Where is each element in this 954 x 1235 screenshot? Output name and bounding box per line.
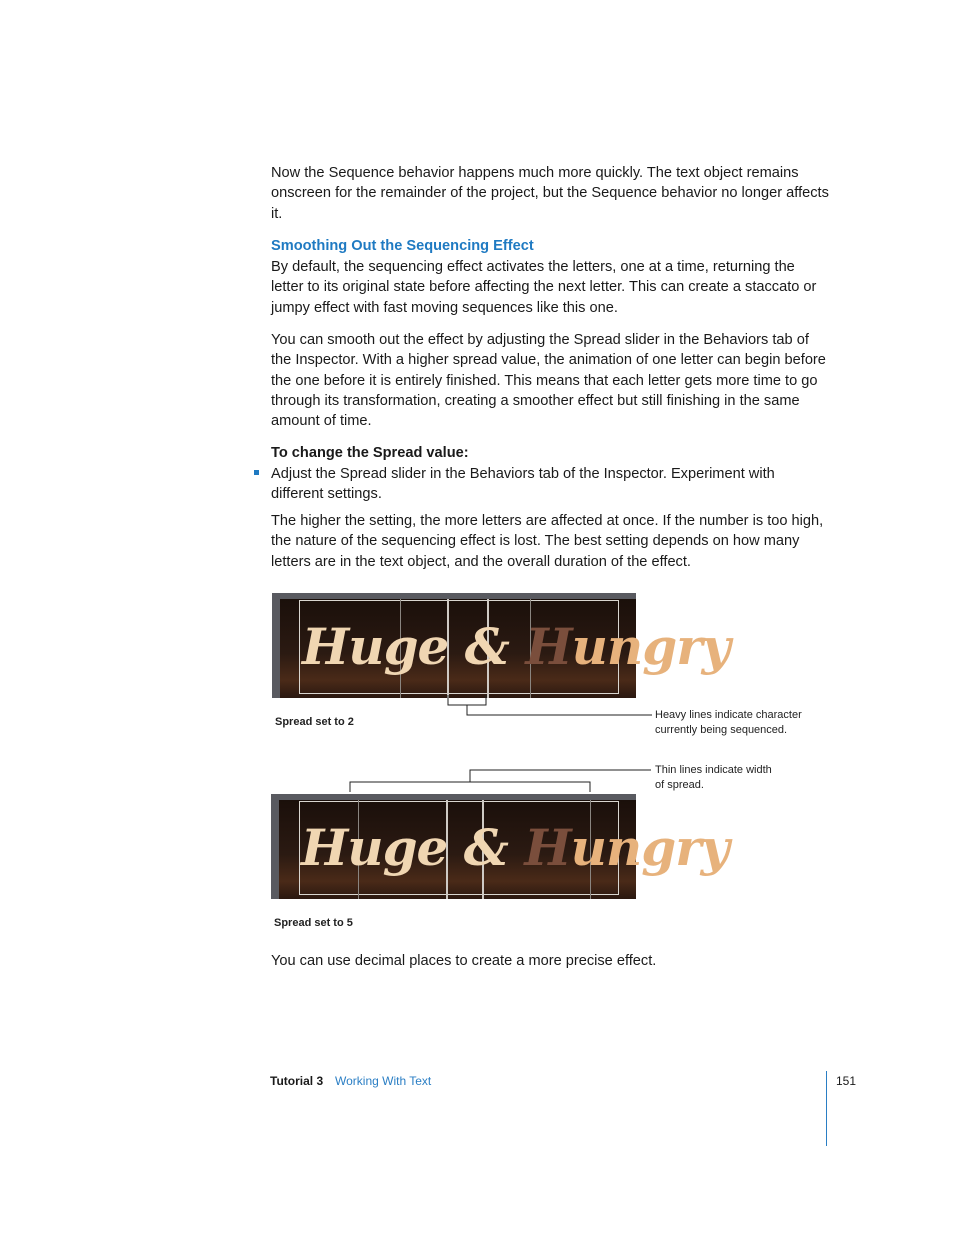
footer-divider xyxy=(826,1071,827,1146)
footer-chapter: Tutorial 3 xyxy=(270,1074,324,1088)
spread-explanation-paragraph: You can smooth out the effect by adjusting the Spread slider in the Behaviors tab of the Inspector. With a higher spread value, the animation of one letter can begin before the one before it is entirely finished. This means that each letter gets more time to go through its transformation, creating a smoother effect but still finishing in the same amount of time. xyxy=(271,332,826,430)
bullet-text: Adjust the Spread slider in the Behaviors tab of the Inspector. Experiment with different settings. xyxy=(271,466,775,503)
huge-hungry-text: Huge & Hungry xyxy=(302,617,730,676)
figure-caption: Spread set to 2 xyxy=(275,716,354,728)
section-heading: Smoothing Out the Sequencing Effect xyxy=(271,238,534,254)
callout-bracket xyxy=(345,762,655,797)
page-number: 151 xyxy=(836,1074,857,1088)
huge-hungry-text: Huge & Hungry xyxy=(301,818,729,877)
callout-bracket xyxy=(440,690,660,720)
footer-chapter-title[interactable]: Working With Text xyxy=(335,1074,432,1088)
figure-spread-5 xyxy=(271,794,729,899)
callout-heavy-lines: Heavy lines indicate character currently being sequenced. xyxy=(655,709,802,736)
callout-thin-lines: Thin lines indicate width of spread. xyxy=(655,764,772,791)
figure-caption: Spread set to 5 xyxy=(274,917,353,929)
decimal-paragraph: You can use decimal places to create a more precise effect. xyxy=(271,953,657,969)
figure-image xyxy=(279,800,729,899)
intro-paragraph: Now the Sequence behavior happens much more quickly. The text object remains onscreen for the remainder of the project, but the Sequence behavior no longer affects it. xyxy=(271,165,829,222)
default-behavior-paragraph: By default, the sequencing effect activates the letters, one at a time, returning the letter to its original state before affecting the next letter. This can create a staccato or jumpy effect with fast moving sequences like this one. xyxy=(271,259,817,316)
figure-image xyxy=(280,599,730,698)
task-heading: To change the Spread value: xyxy=(271,445,469,461)
bullet-square-icon xyxy=(254,470,259,475)
setting-paragraph: The higher the setting, the more letters are affected at once. If the number is too high, the nature of the sequencing effect is lost. The best setting depends on how many letters are in the text object, and the overall duration of the effect. xyxy=(271,513,824,570)
figure-spread-2 xyxy=(272,593,730,698)
